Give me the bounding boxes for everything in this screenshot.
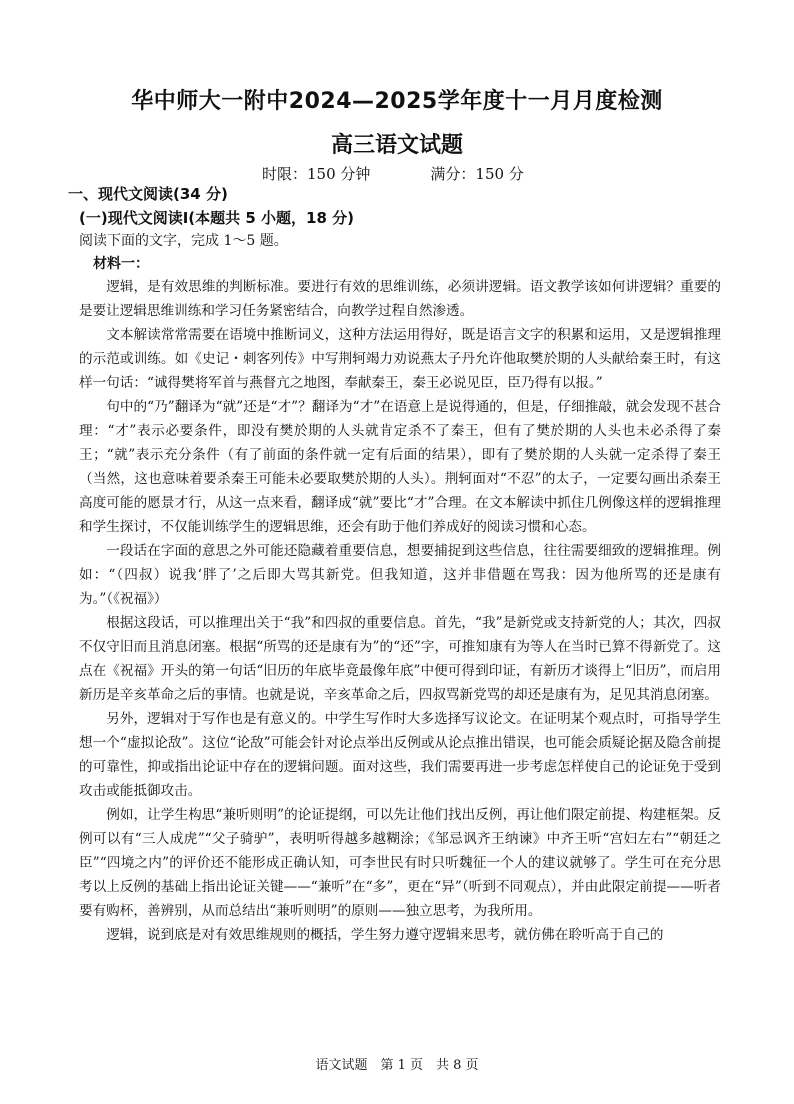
paragraph: 例如，让学生构思“兼听则明”的论证提纲，可以先让他们找出反例，再让他们限定前提、构建框架。反例可以有“三人成虎”“父子骑驴”，表明听得越多越糊涂；《邹忌讽齐王纳谏》中齐王听“宫妇左右”“朝廷之臣”“四境之内”的评价还不能形成正确认知，可李世民有时只听魏征一个人的建议就够了。学生可在充分思考以上反例的基础上指出论证关键——“兼听”在“多”，更在“异”（听到不同观点），并由此限定前提——听者要有购杯，善辨别，从而总结出“兼听则明”的原则——独立思考，为我所用。 bbox=[79, 807, 721, 919]
paragraph: 一段话在字面的意思之外可能还隐藏着重要信息，想要捕捉到这些信息，往往需要细致的逻辑推理。例如：“（四叔）说我‘胖了’之后即大骂其新党。但我知道，这并非借题在骂我：因为他所骂的还是康有为。”（《祝福》） bbox=[79, 543, 721, 607]
full-score: 满分：150 分 bbox=[430, 165, 524, 183]
exam-subtitle: 高三语文试题 bbox=[330, 133, 463, 158]
subsection-heading: (一)现代文阅读Ⅰ(本题共 5 小题，18 分) bbox=[79, 209, 354, 227]
page-footer: 语文试题 第 1 页 共 8 页 bbox=[315, 1058, 479, 1073]
instruction-text: 阅读下面的文字，完成 1～5 题。 bbox=[79, 233, 288, 249]
reading-passage bbox=[79, 275, 721, 947]
paragraph: 根据这段话，可以推理出关于“我”和四叔的重要信息。首先，“我”是新党或支持新党的人；其次，四叔不仅守旧而且消息闭塞。根据“所骂的还是康有为”的“还”字，可推知康有为等人在当时已算不得新党了。这点在《祝福》开头的第一句话“旧历的年底毕竟最像年底”中便可得到印证，有新历才谈得上“旧历”，而启用新历是辛亥革命之后的事情。也就是说，辛亥革命之后，四叔骂新党骂的却还是康有为，足见其消息闭塞。 bbox=[79, 615, 721, 703]
paragraph: 逻辑，说到底是对有效思维规则的概括，学生努力遵守逻辑来思考，就仿佛在聆听高于自己的 bbox=[106, 927, 664, 943]
paragraph: 逻辑，是有效思维的判断标准。要进行有效的思维训练，必须讲逻辑。语文教学该如何讲逻辑？重要的是要让逻辑思维训练和学习任务紧密结合，向教学过程自然渗透。 bbox=[79, 279, 721, 319]
time-limit: 时限：150 分钟 bbox=[262, 165, 371, 183]
exam-meta bbox=[262, 163, 524, 184]
paragraph: 另外，逻辑对于写作也是有意义的。中学生写作时大多选择写议论文。在证明某个观点时，可指导学生想一个“虚拟论敌”。这位“论敌”可能会针对论点举出反例或从论点推出错误，也可能会质疑论据及隐含前提的可靠性，抑或指出论证中存在的逻辑问题。面对这些，我们需要再进一步考虑怎样使自己的论证免于受到攻击或能抵御攻击。 bbox=[79, 711, 721, 799]
section-heading: 一、现代文阅读(34 分) bbox=[68, 185, 228, 203]
paragraph: 文本解读常常需要在语境中推断词义，这种方法运用得好，既是语言文字的积累和运用，又是逻辑推理的示范或训练。如《史记・刺客列传》中写荆轲竭力劝说燕太子丹允许他取樊於期的人头献给秦王时，有这样一句话：“诚得樊将军首与燕督亢之地图，奉献秦王，秦王必说见臣，臣乃得有以报。” bbox=[79, 327, 721, 391]
paragraph: 句中的“乃”翻译为“就”还是“才”？翻译为“才”在语意上是说得通的，但是，仔细推敲，就会发现不甚合理：“才”表示必要条件，即没有樊於期的人头就肯定杀不了秦王，但有了樊於期的人头也未必杀得了秦王；“就”表示充分条件（有了前面的条件就一定有后面的结果），即有了樊於期的人头就一定杀得了秦王（当然，这也意味着要杀秦王可能未必要取樊於期的人头）。荆轲面对“不忍”的太子，一定要勾画出杀秦王高度可能的愿景才行，从这一点来看，翻译成“就”要比“才”合理。在文本解读中抓住几例像这样的逻辑推理和学生探讨，不仅能训练学生的逻辑思维，还会有助于他们养成好的阅读习惯和心态。 bbox=[79, 399, 721, 535]
exam-title: 华中师大一附中2024—2025学年度十一月月度检测 bbox=[131, 89, 663, 114]
material-label: 材料一： bbox=[93, 256, 149, 272]
